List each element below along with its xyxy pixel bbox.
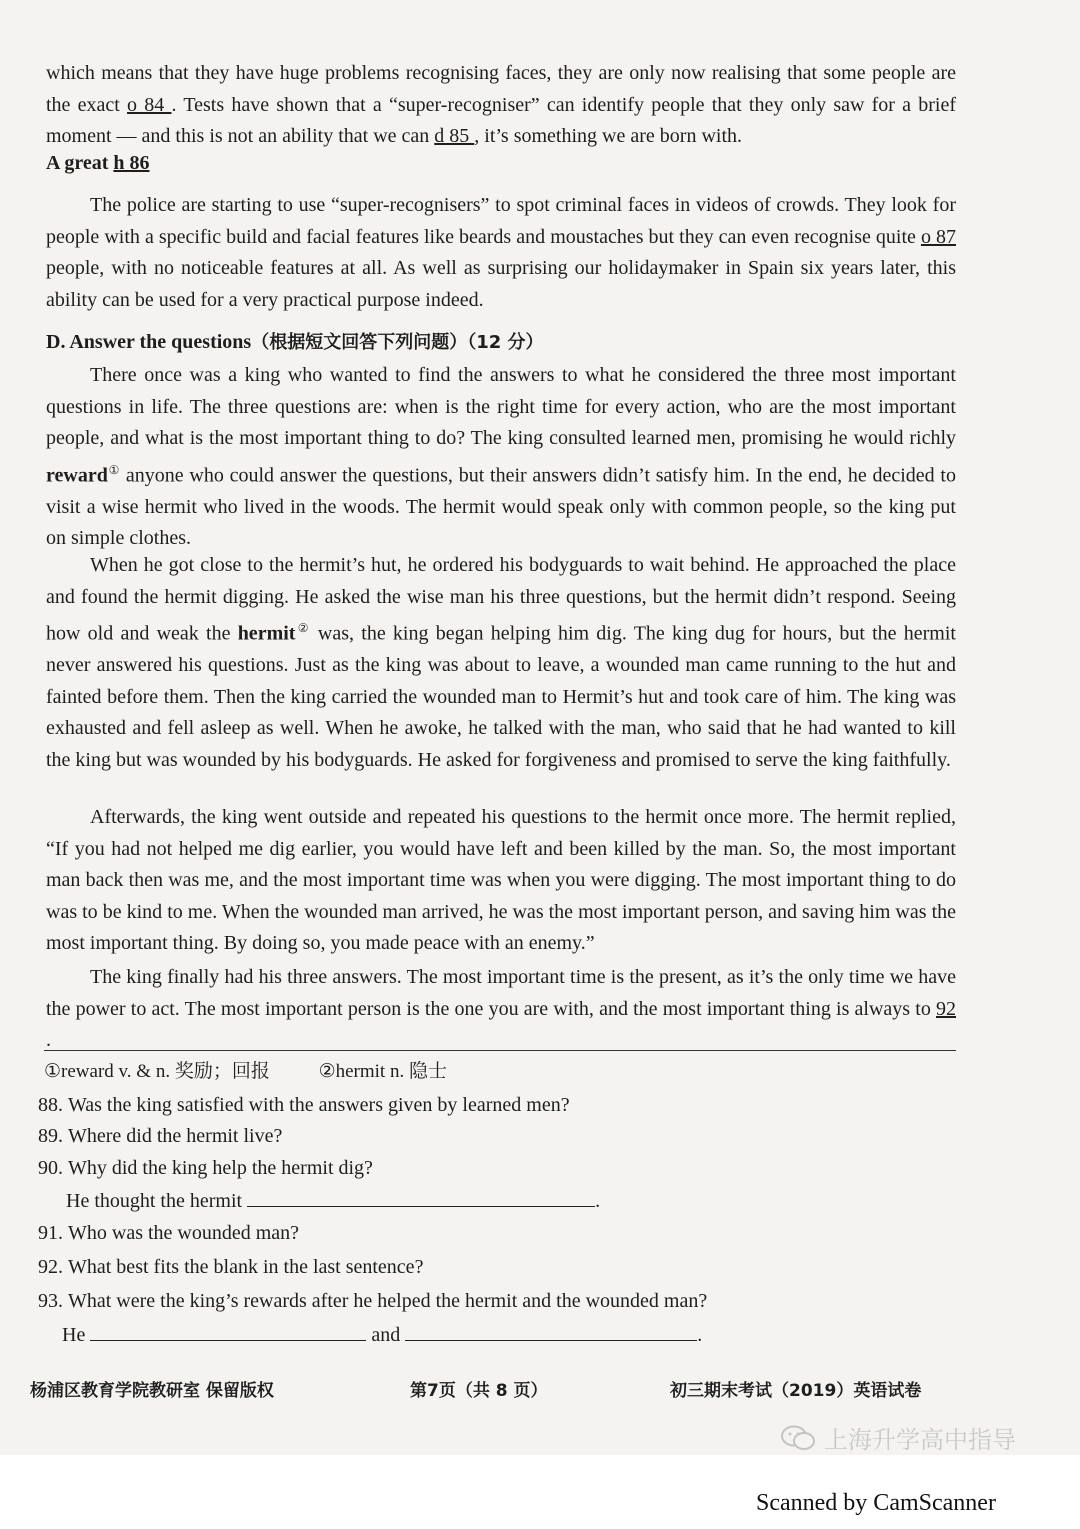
story-paragraph-3 xyxy=(46,802,956,960)
text-run: There once was a king who wanted to find the answers to what he considered the three most important questions in life. The three questions are: when is the right time for every action, who are the most important people, and what is the most important thing to do? The king consulted learned men, promising he would richly xyxy=(46,364,956,449)
answer-blank-93b[interactable] xyxy=(405,1320,697,1341)
footnote-marker-1: ① xyxy=(107,462,121,477)
blank-85: d 85 xyxy=(434,125,475,147)
text-run: which means that they have huge problems recognising faces, they are only now realising that some people are the exact xyxy=(46,62,956,116)
para-continuation xyxy=(46,58,956,153)
story-paragraph-4 xyxy=(46,962,956,1057)
footer-exam-title: 初三期末考试（2019）英语试卷 xyxy=(670,1381,922,1401)
heading-86 xyxy=(46,152,150,175)
question-92 xyxy=(38,1252,423,1282)
para-police xyxy=(46,190,956,316)
watermark xyxy=(780,1420,1016,1455)
section-score: （12 分） xyxy=(467,332,544,353)
text-run: anyone who could answer the questions, but their answers didn’t satisfy him. In the end, he decided to visit a wise hermit who lived in the woods. The hermit would speak only with common people, so the king put on simple clothes. xyxy=(46,464,956,550)
question-number: 88. xyxy=(38,1094,63,1116)
answer-end: . xyxy=(697,1324,703,1346)
footnote-2: ②hermit n. 隐士 xyxy=(318,1061,447,1082)
question-text: Who was the wounded man? xyxy=(68,1222,300,1244)
section-d-title xyxy=(46,328,544,354)
question-89 xyxy=(38,1121,282,1151)
question-text: What best fits the blank in the last sentence? xyxy=(68,1256,424,1278)
question-number: 93. xyxy=(38,1290,63,1312)
answer-blank-93a[interactable] xyxy=(90,1320,366,1341)
footer-page-number: 第7页（共 8 页） xyxy=(410,1381,548,1401)
answer-prefix: He xyxy=(62,1324,86,1346)
scanner-credit: Scanned by CamScanner xyxy=(752,1488,1000,1519)
heading-prefix: A great xyxy=(46,152,114,174)
answer-end: . xyxy=(595,1190,601,1212)
question-93 xyxy=(38,1286,707,1316)
question-text: Where did the hermit live? xyxy=(68,1125,283,1147)
answer-connector: and xyxy=(371,1324,401,1346)
watermark-text: 上海升学高中指导 xyxy=(824,1426,1016,1454)
blank-92: 92 xyxy=(936,997,956,1020)
blank-86: h 86 xyxy=(113,152,150,174)
story-paragraph-1 xyxy=(46,360,956,555)
text-run: people, with no noticeable features at all. As well as surprising our holidaymaker in Spain six years later, this ability can be used for a very practical purpose indeed. xyxy=(46,257,956,311)
text-run: The king finally had his three answers. The most important time is the present, as it’s the only time we have the power to act. The most important person is the one you are with, and the most important thing is always to xyxy=(46,966,956,1020)
footer-publisher: 杨浦区教育学院教研室 保留版权 xyxy=(30,1381,274,1401)
question-91 xyxy=(38,1218,299,1248)
footnote-marker-2: ② xyxy=(295,621,311,635)
question-number: 89. xyxy=(38,1125,63,1147)
section-title: D. Answer the questions xyxy=(46,331,252,353)
text-run: . Tests have shown that a “super-recogniser” can identify people that they only saw for a brief moment — and this is not an ability that we can xyxy=(46,93,957,147)
answer-prefix: He thought the hermit xyxy=(66,1190,243,1212)
footnote-1: ①reward v. & n. 奖励；回报 xyxy=(44,1061,270,1082)
question-number: 92. xyxy=(38,1256,63,1278)
footnotes xyxy=(44,1058,491,1086)
question-90 xyxy=(38,1153,373,1183)
answer-line-90 xyxy=(66,1186,600,1213)
section-instruction: （根据短文回答下列问题） xyxy=(251,332,468,353)
question-number: 90. xyxy=(38,1157,63,1179)
wechat-icon xyxy=(780,1424,816,1452)
footnoted-word-hermit: hermit xyxy=(237,622,296,645)
question-text: What were the king’s rewards after he helped the hermit and the wounded man? xyxy=(68,1290,708,1312)
text-run: . xyxy=(46,1029,51,1051)
question-88 xyxy=(38,1090,570,1120)
blank-84: o 84 xyxy=(127,93,172,116)
footnoted-word-reward: reward xyxy=(46,464,108,487)
text-run: When he got close to the hermit’s hut, he ordered his bodyguards to wait behind. He approached the place and found the hermit digging. He asked the wise man his three questions, but the hermit didn’t respond. Seeing how old and weak the xyxy=(46,554,956,645)
question-number: 91. xyxy=(38,1222,63,1244)
text-run: , it’s something we are born with. xyxy=(474,125,742,147)
blank-87: o 87 xyxy=(920,225,956,248)
answer-blank-90[interactable] xyxy=(247,1186,595,1207)
question-text: Was the king satisfied with the answers given by learned men? xyxy=(68,1094,570,1116)
question-text: Why did the king help the hermit dig? xyxy=(68,1157,373,1179)
text-run: Afterwards, the king went outside and repeated his questions to the hermit once more. The hermit replied, “If you had not helped me dig earlier, you would have left and been killed by the man. So, the most important man back then was me, and the most important time was when you were digging. The most important thing to do was to be kind to me. When the wounded man arrived, he was the most important person, and saving him was the most important thing. By doing so, you made peace with an enemy.” xyxy=(46,806,956,954)
story-paragraph-2 xyxy=(46,550,956,776)
text-run: was, the king began helping him dig. The king dug for hours, but the hermit never answered his questions. Just as the king was about to leave, a wounded man came running to the hut and fainted before them. Then the king carried the wounded man to Hermit’s hut and took care of him. The king was exhausted and fell asleep as well. When he awoke, he talked with the man, who said that he had wanted to kill the king but was wounded by his bodyguards. He asked for forgiveness and promised to serve the king faithfully. xyxy=(46,622,956,771)
answer-line-93 xyxy=(62,1320,702,1347)
text-run: The police are starting to use “super-recognisers” to spot criminal faces in videos of crowds. They look for people with a specific build and facial features like beards and moustaches but they can even recognise quite xyxy=(46,194,956,248)
divider xyxy=(44,1050,956,1051)
